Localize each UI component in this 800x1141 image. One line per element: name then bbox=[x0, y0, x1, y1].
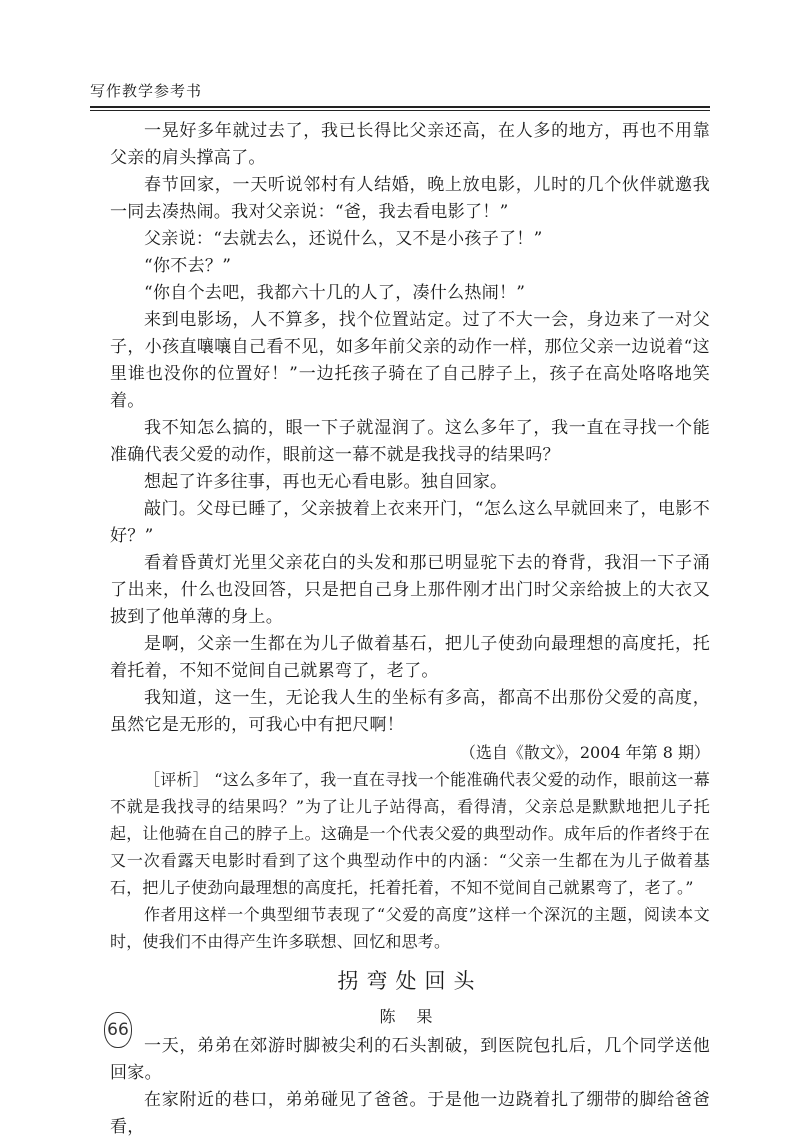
analysis-paragraph: 作者用这样一个典型细节表现了“父爱的高度”这样一个深沉的主题，阅读本文时，使我们不由得产生许多联想、回忆和思考。 bbox=[110, 905, 710, 951]
paragraph: 我知道，这一生，无论我人生的坐标有多高，都高不出那份父爱的高度，虽然它是无形的，可我心中有把尺啊！ bbox=[110, 688, 710, 735]
paragraph: “你自个去吧，我都六十几的人了，凑什么热闹！” bbox=[144, 283, 526, 303]
analysis-section bbox=[110, 766, 710, 955]
paragraph: 在家附近的巷口，弟弟碰见了爸爸。于是他一边跷着扎了绷带的脚给爸爸看， bbox=[110, 1090, 710, 1137]
header-rule-thin bbox=[90, 110, 710, 111]
running-header: 写作教学参考书 bbox=[90, 82, 203, 100]
paragraph: 想起了许多往事，再也无心看电影。独自回家。 bbox=[144, 472, 508, 492]
paragraph: “你不去？” bbox=[144, 256, 232, 276]
paragraph: 春节回家，一天听说邻村有人结婚，晚上放电影，儿时的几个伙伴就邀我一同去凑热闹。我对父亲说：“爸，我去看电影了！” bbox=[110, 175, 710, 222]
paragraph: 一天，弟弟在郊游时脚被尖利的石头割破，到医院包扎后，几个同学送他回家。 bbox=[110, 1036, 710, 1083]
paragraph: 我不知怎么搞的，眼一下子就湿润了。这么多年了，我一直在寻找一个能准确代表父爱的动作，眼前这一幕不就是我找寻的结果吗？ bbox=[110, 418, 710, 465]
paragraph: 来到电影场，人不算多，找个位置站定。过了不大一会，身边来了一对父子，小孩直嚷嚷自己看不见，如多年前父亲的动作一样，那位父亲一边说着“这里谁也没你的位置好！”一边托孩子骑在了自己脖子上，孩子在高处咯咯地笑着。 bbox=[110, 310, 710, 411]
paragraph: 是啊，父亲一生都在为儿子做着基石，把儿子使劲向最理想的高度托，托着托着，不知不觉间自己就累弯了，老了。 bbox=[110, 634, 710, 681]
page-body bbox=[110, 118, 710, 1141]
analysis-paragraph: ［评析］ “这么多年了，我一直在寻找一个能准确代表父爱的动作，眼前这一幕不就是我找寻的结果吗？”为了让儿子站得高，看得清，父亲总是默默地把儿子托起，让他骑在自己的脖子上。这确是一个代表父爱的典型动作。成年后的作者终于在又一次看露天电影时看到了这个典型动作中的内涵：“父亲一生都在为儿子做着基石，把儿子使劲向最理想的高度托，托着托着，不知不觉间自己就累弯了，老了。” bbox=[110, 770, 710, 897]
page-number: 66 bbox=[104, 1012, 132, 1048]
header-rule bbox=[90, 106, 710, 108]
paragraph: 敲门。父母已睡了，父亲披着上衣来开门，“怎么这么早就回来了，电影不好？” bbox=[110, 499, 710, 546]
paragraph: 父亲说：“去就去么，还说什么，又不是小孩子了！” bbox=[144, 229, 543, 249]
article-title: 拐弯处回头 bbox=[337, 969, 483, 993]
source-citation: （选自《散文》，2004 年第 8 期） bbox=[459, 743, 710, 762]
paragraph: 看着昏黄灯光里父亲花白的头发和那已明显驼下去的脊背，我泪一下子涌了出来，什么也没回答，只是把自己身上那件刚才出门时父亲给披上的大衣又披到了他单薄的身上。 bbox=[110, 553, 710, 627]
article-author: 陈 果 bbox=[379, 1007, 441, 1026]
paragraph: 一晃好多年就过去了，我已长得比父亲还高，在人多的地方，再也不用靠父亲的肩头撑高了。 bbox=[110, 121, 710, 168]
